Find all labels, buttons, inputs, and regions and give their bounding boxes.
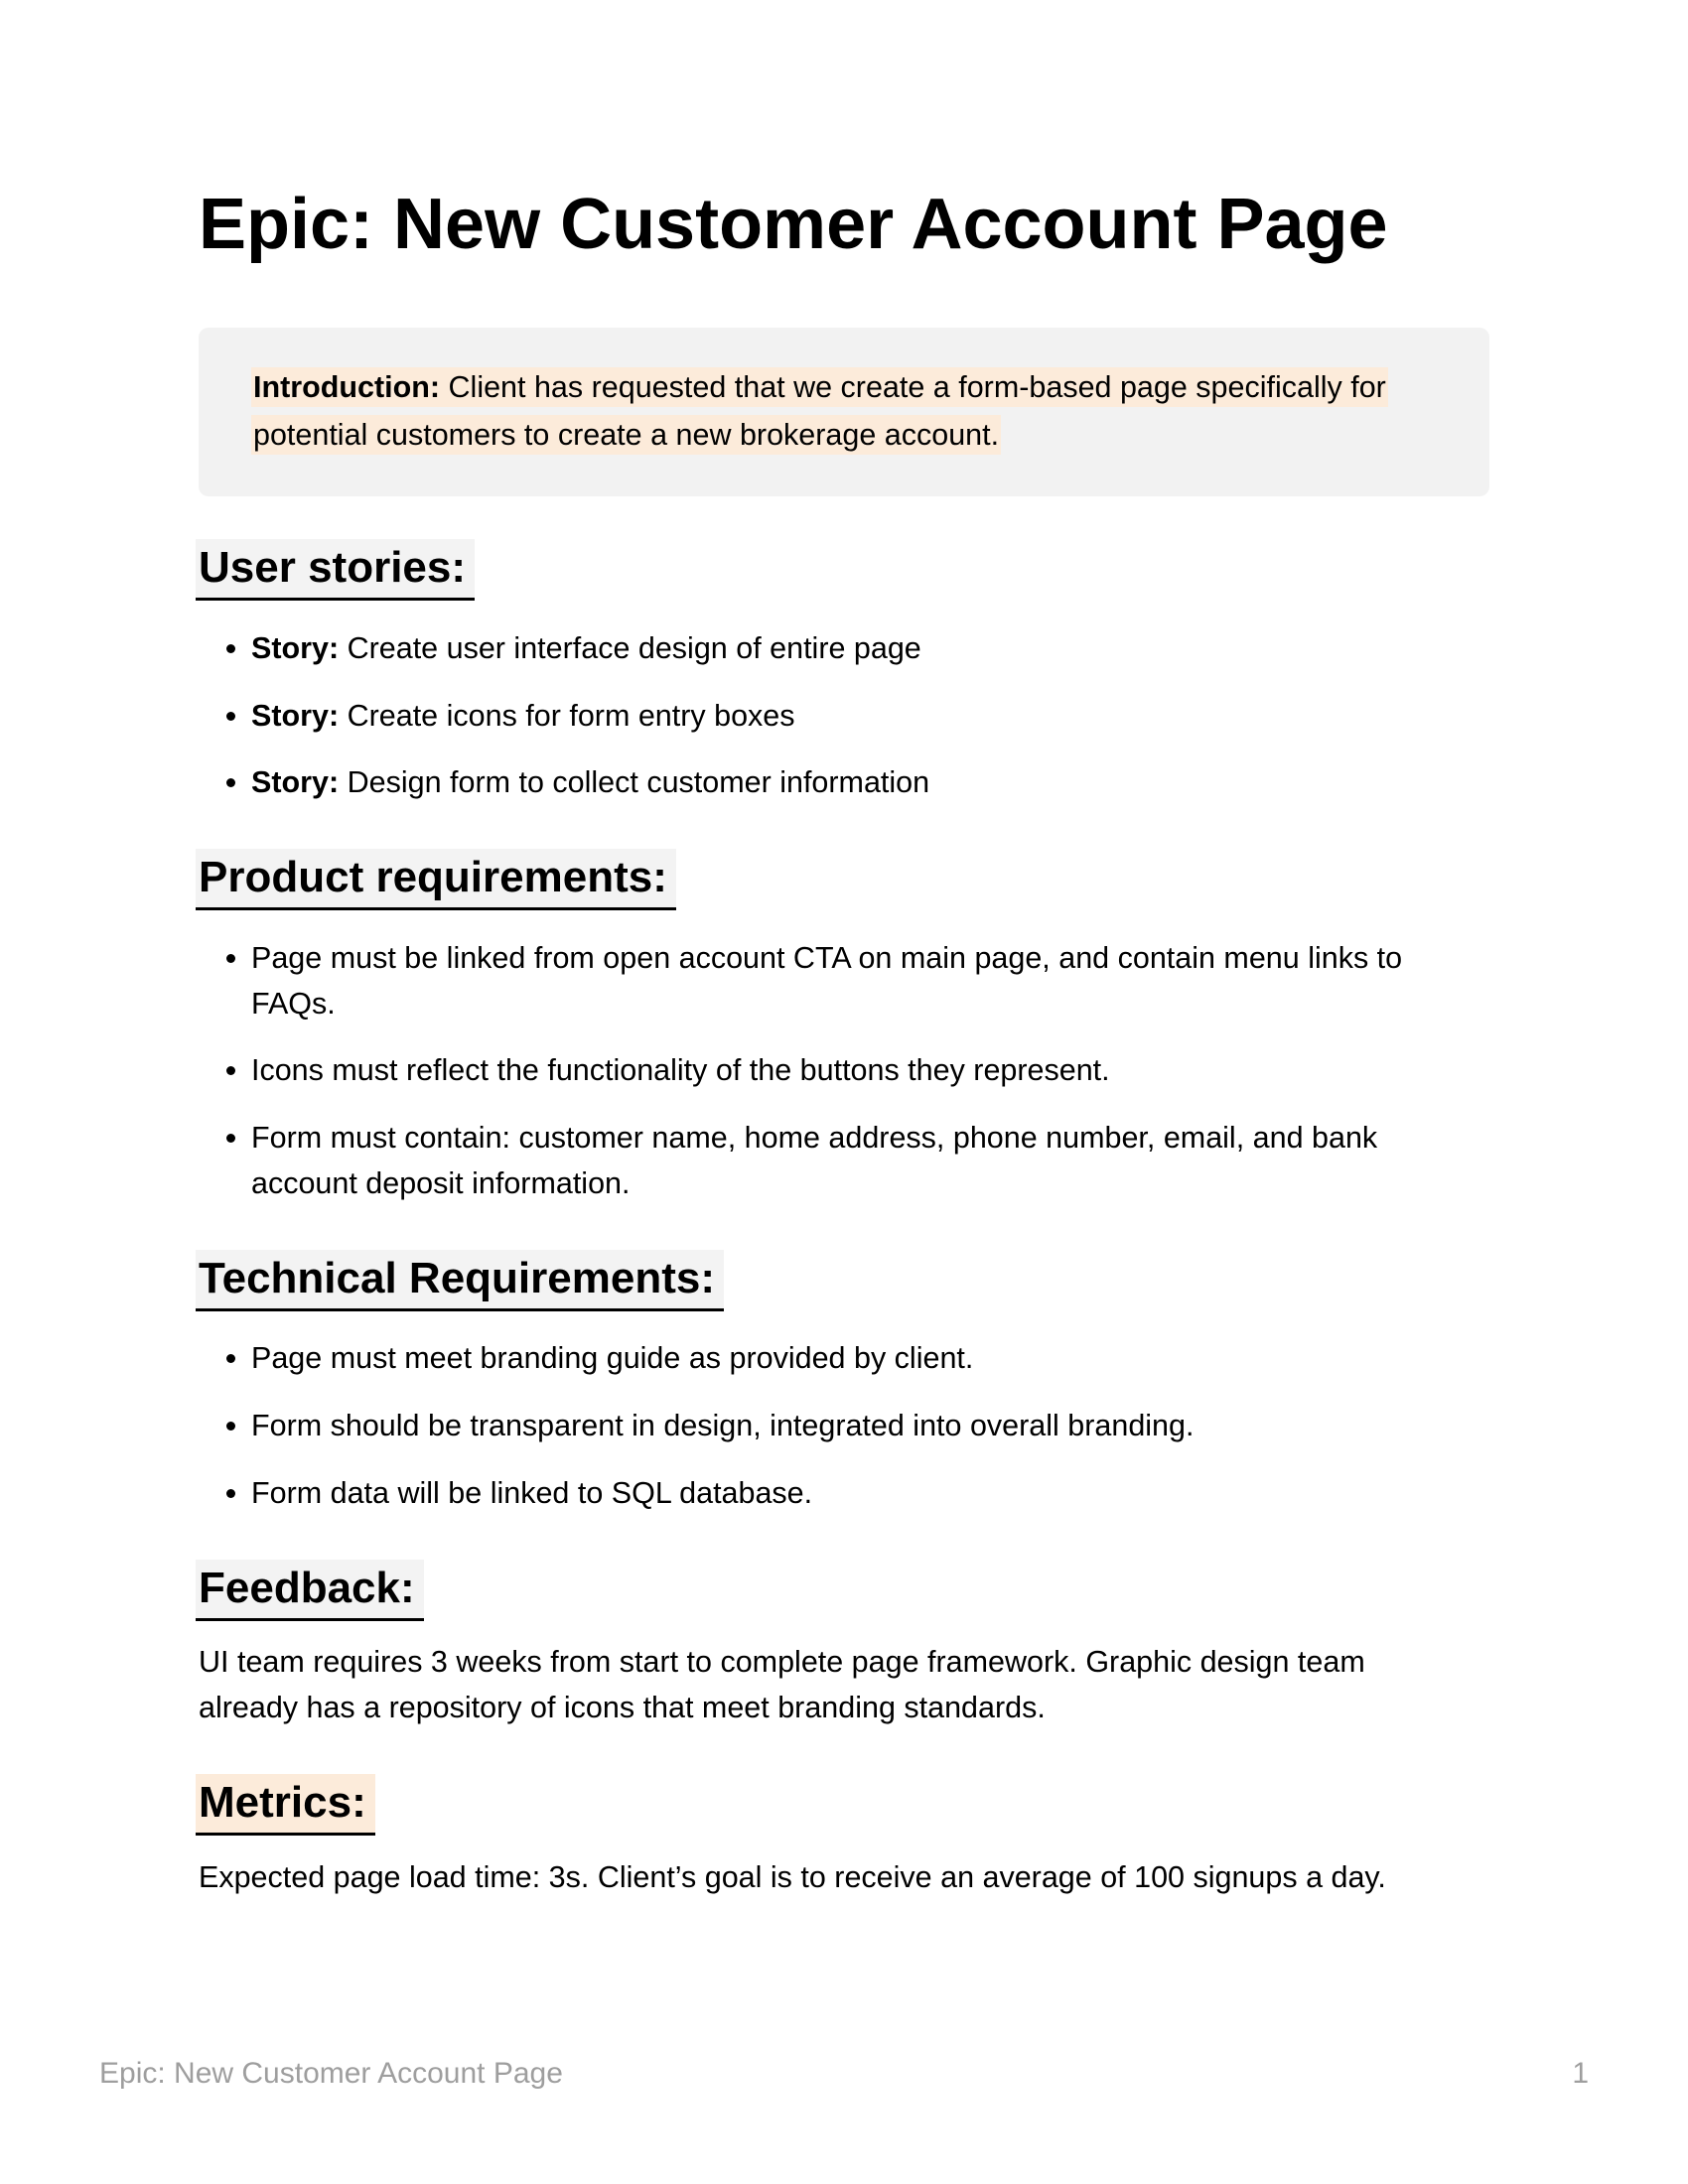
- list-item: [251, 936, 1453, 1027]
- footer-document-title: Epic: New Customer Account Page: [99, 2057, 563, 2090]
- bullet-text: Page must meet branding guide as provided by client.: [251, 1341, 974, 1376]
- section-heading: [199, 1253, 1489, 1305]
- section-product-requirements: [199, 852, 1489, 1207]
- bullet-list: [199, 1336, 1489, 1516]
- list-item: [251, 760, 1453, 806]
- bullet-text: Form must contain: customer name, home address, phone number, email, and bank account deposit information.: [251, 1121, 1378, 1200]
- section-heading: [199, 1563, 1489, 1615]
- document-content: [0, 183, 1688, 1900]
- section-heading: [199, 852, 1489, 904]
- bullet-text: Design form to collect customer information: [339, 765, 930, 800]
- bullet-text: Form data will be linked to SQL database.: [251, 1475, 813, 1510]
- footer-page-number: 1: [1572, 2057, 1589, 2090]
- bullet-label: Story:: [251, 630, 340, 665]
- list-item: [251, 1471, 1453, 1517]
- section-paragraph: UI team requires 3 weeks from start to complete page framework. Graphic design team already has a repository of icons that meet branding standards.: [199, 1645, 1365, 1725]
- intro-paragraph: [251, 364, 1444, 460]
- bullet-list: [199, 626, 1489, 806]
- section-heading: [199, 542, 1489, 595]
- list-item: [251, 626, 1453, 672]
- section-heading-text: Feedback:: [196, 1560, 424, 1621]
- page-title: Epic: New Customer Account Page: [199, 185, 1388, 264]
- intro-label: Introduction:: [253, 370, 441, 405]
- bullet-list: [199, 936, 1489, 1207]
- list-item: [251, 1336, 1453, 1382]
- bullet-text: Create icons for form entry boxes: [339, 698, 795, 733]
- intro-text: Client has requested that we create a form-based page specifically for potential customers to create a new brokerage account.: [253, 370, 1386, 453]
- intro-callout-box: [199, 328, 1489, 496]
- section-feedback: [199, 1563, 1489, 1731]
- section-heading-text: Product requirements:: [196, 849, 676, 910]
- page-footer: [99, 2057, 1589, 2091]
- section-metrics: [199, 1777, 1489, 1901]
- section-heading-text: Metrics:: [196, 1774, 375, 1836]
- bullet-text: Form should be transparent in design, integrated into overall branding.: [251, 1409, 1195, 1443]
- bullet-label: Story:: [251, 765, 340, 800]
- list-item: [251, 1048, 1453, 1094]
- section-user-stories: [199, 542, 1489, 806]
- section-paragraph: Expected page load time: 3s. Client’s goal is to receive an average of 100 signups a day.: [199, 1859, 1386, 1894]
- bullet-text: Create user interface design of entire page: [339, 630, 921, 665]
- bullet-label: Story:: [251, 698, 340, 733]
- section-heading-text: Technical Requirements:: [196, 1250, 724, 1311]
- list-item: [251, 694, 1453, 740]
- bullet-text: Icons must reflect the functionality of the buttons they represent.: [251, 1053, 1110, 1088]
- bullet-text: Page must be linked from open account CTA on main page, and contain menu links to FAQs.: [251, 940, 1403, 1021]
- section-heading-text: User stories:: [196, 539, 475, 601]
- intro-highlight: [251, 367, 1388, 455]
- section-technical-requirements: [199, 1253, 1489, 1517]
- list-item: [251, 1116, 1453, 1207]
- section-heading: [199, 1777, 1489, 1830]
- list-item: [251, 1404, 1453, 1449]
